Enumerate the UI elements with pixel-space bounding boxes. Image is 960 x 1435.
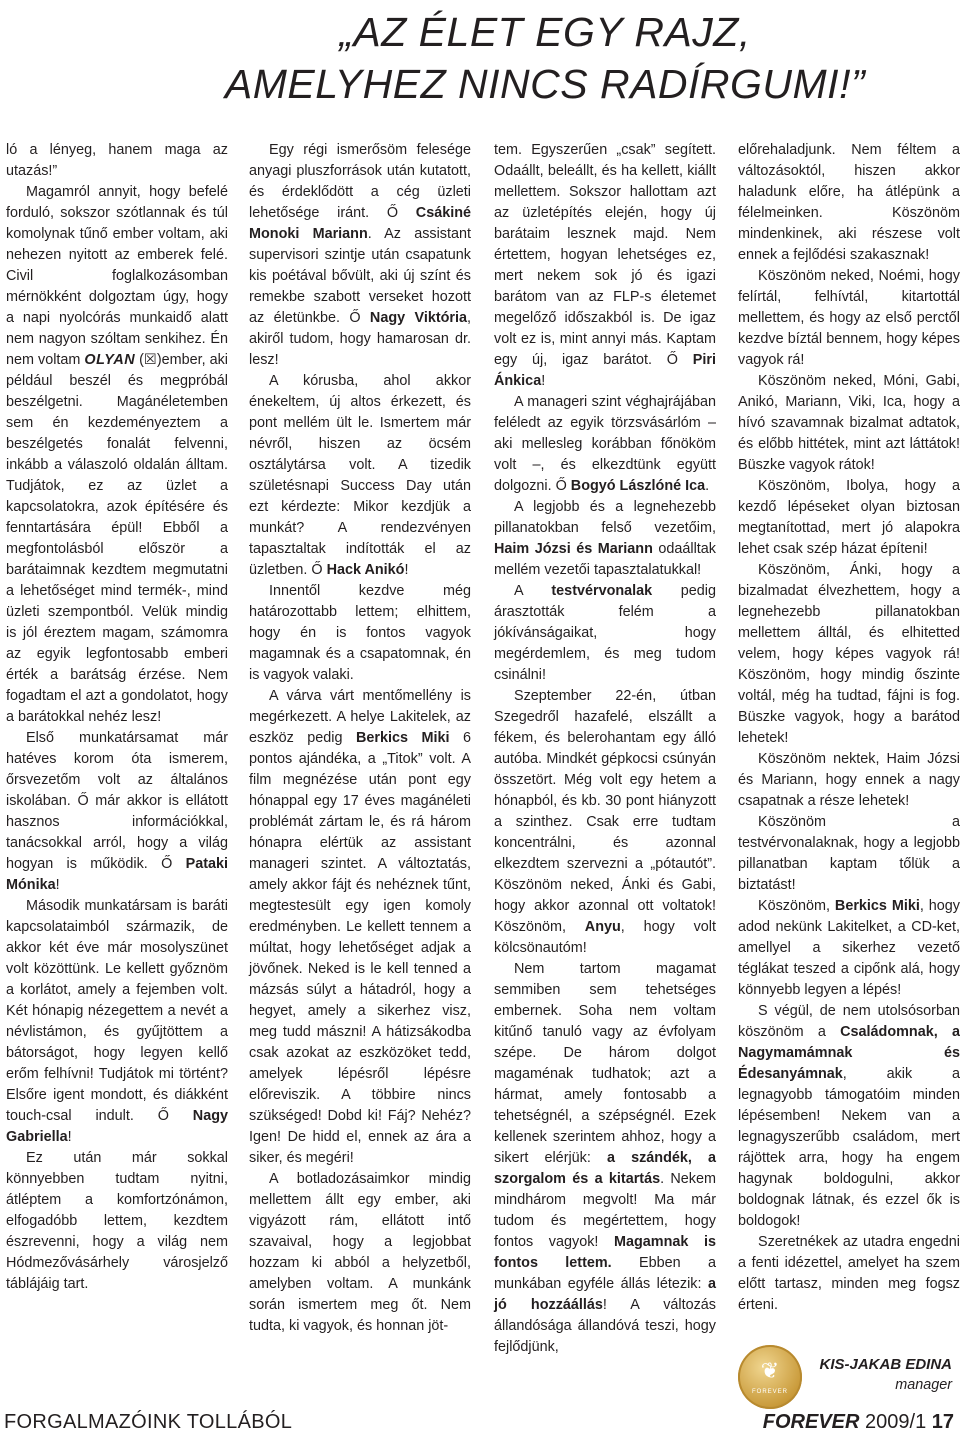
issue-number: 2009/1: [865, 1411, 927, 1433]
paragraph: Első munkatársamat már hatéves korom óta ismerem, őrsvezetőm volt az általános iskolában. Ő már akkor is ellátott hasznos információkkal, tanácsokkal arról, hogy a világ hogyan is működik. Ő Pataki Mónika!: [6, 730, 228, 893]
title-line-1: „AZ ÉLET EGY RAJZ,: [339, 9, 751, 55]
article-title: [150, 6, 940, 110]
emphasis: a jó hozzáállás: [494, 1276, 716, 1313]
bird-icon: ❦: [760, 1358, 780, 1383]
emphasis: testvérvonalak: [551, 583, 653, 599]
paragraph: Nem tartom magamat semmiben sem tehetséges embernek. Soha nem voltam kitűnő tanuló vagy az évfolyam szépe. De három dolgot magaménak tudhatok; azt a hármat, amely fontosabb a tehetségnél, a szépségnél. Ezek kellenek szerintem ahhoz, hogy a sikert elérjük: a szándék, a szorgalom és a kitartás. Nekem mindhárom megvolt! Ma már tudom és megértettem, hogy fontos vagyok! Magamnak is fontos lettem. Ebben a munkában egyféle állás létezik: a jó hozzáállás! A változás állandósága állandóvá teszi, hogy fejlődjünk,: [494, 961, 716, 1355]
paragraph: Innentől kezdve még határozottabb lettem; elhittem, hogy én is fontos vagyok magamnak és a csapatomnak, én is vagyok valaki.: [249, 583, 471, 683]
person-name: Csákiné Monoki Mariann: [249, 205, 471, 242]
paragraph: tem. Egyszerűen „csak” segített. Odaállt, beleállt, és ha kellett, kiállt mellettem. Sokszor hallottam azt az üzletépítés elején, hogy új barátaim lesznek majd. Nem értettem, hogyan lehetséges ez, mert nekem sok jó és igazi barátom van az FLP-s életemet megelőző időszakból is. De igaz volt ez is, mint annyi más. Kaptam egy új, igaz barátot. Ő Piri Ánkica!: [494, 142, 716, 389]
paragraph: Köszönöm nektek, Haim Józsi és Mariann, hogy ennek a nagy csapatnak a része lehetek!: [738, 751, 960, 809]
footer-issue: [763, 1410, 954, 1434]
paragraph: Szeretnékek az utadra engedni a fenti idézettel, amelyet ha szem előtt tartasz, minden meg fogsz érteni.: [738, 1234, 960, 1313]
paragraph: ló a lényeg, hanem maga az utazás!”: [6, 142, 228, 179]
paragraph: A kórusba, ahol akkor énekeltem, új altos érkezett, és pont mellém ült le. Ismertem már névről, hiszen az öcsém osztálytársa volt. A tizedik születésnapi Success Day után ezt kérdezte: Mikor kezdjük a munkát? A rendezvényen tapasztaltak indították el az üzletben. Ő Hack Anikó!: [249, 373, 471, 578]
title-line-2: AMELYHEZ NINCS RADÍRGUMI!”: [224, 61, 866, 107]
author-name: KIS-JAKAB EDINA: [819, 1356, 952, 1373]
emphasis-olyan: OLYAN: [84, 352, 136, 368]
person-name: Berkics Miki: [834, 898, 920, 914]
paragraph: Köszönöm, Berkics Miki, hogy adod nekünk Lakitelket, a CD-ket, amellyel a sikerhez vezető téglákat teszed a cipőnk alá, hogy könnyebb legyen a lépés!: [738, 898, 960, 998]
paragraph: A manageri szint véghajrájában feléledt az egyik törzsvásárlóm – aki mellesleg korábban főnököm volt –, és elkezdtünk együtt dolgozni. Ő Bogyó Lászlóné Ica.: [494, 394, 716, 494]
column-3: [494, 140, 716, 1358]
emphasis: Magamnak is fontos lettem.: [494, 1234, 716, 1271]
person-name: Berkics Miki: [356, 730, 450, 746]
section-label: FORGALMAZÓINK TOLLÁBÓL: [4, 1411, 293, 1433]
forever-seal-logo: [738, 1345, 802, 1409]
author-role: manager: [895, 1377, 952, 1393]
emphasis: a szándék, a szorgalom és a kitartás: [494, 1150, 716, 1187]
person-name: Bogyó Lászlóné Ica: [570, 478, 706, 494]
column-4: [738, 140, 960, 1316]
paragraph: A botladozásaimkor mindig mellettem állt egy ember, aki vigyázott rám, ellátott intő szavaival, hogy a legjobbat hozzam ki abból a helyzetből, amelyben voltam. A munkánk során ismertem meg őt. Nem tudta, ki vagyok, és honnan jöt-: [249, 1171, 471, 1334]
person-name: Pataki Mónika: [6, 856, 228, 893]
paragraph: A testvérvonalak pedig árasztották felém a jókívánságaikat, hogy megérdemlem, és meg tudom csinálni!: [494, 583, 716, 683]
paragraph: Második munkatársam is baráti kapcsolataimból származik, de akkor két éve már mosolyszünet volt közöttünk. Le kellett győznöm a korlátot, amely a fejemben volt. Két hónapig nézegettem a nevét a névlistámon, és gyűjtöttem a bátorságot, hogy legyen kellő erőm felhívni! Tudjátok mi történt? Elsőre igent mondott, és diákként touch-csal indult. Ő Nagy Gabriella!: [6, 898, 228, 1145]
paragraph: Szeptember 22-én, útban Szegedről hazafelé, elszállt a fékem, és belerohantam egy álló autóba. Mindkét gépkocsi csúnyán összetört. Még volt egy hetem a hónapból, és kb. 30 pont hiányzott a szinthez. Csak erre tudtam koncentrálni, és azonnal elkezdtem szervezni a „pótautót”. Köszönöm neked, Ánki és Gabi, hogy akkor azonnal ott voltatok! Köszönöm, Anyu, hogy volt kölcsönautóm!: [494, 688, 716, 956]
seal-label: FOREVER: [751, 1389, 788, 1395]
paragraph: Magamról annyit, hogy befelé forduló, sokszor szótlannak és túl komolynak tűnő ember voltam, aki nehezen nyitott az emberek felé. Civil foglalkozásomban mérnökként dolgoztam úgy, hogy a napi nyolcórás munkaidő alatt nem nagyon szóltam senkihez. Én nem voltam OLYAN (☒)ember, aki például beszél és megpróbál beszélgetni. Magánéletemben sem én kezdeményeztem a beszélgetés fonalát felvenni, inkább a válaszoló oldalán álltam. Tudjátok, ez az üzlet a kapcsolatokra, azok építésére és fenntartására épül! Ebből a megfontolásból először a barátaimnak kezdtem megmutatni a lehetőséget mind termék-, mind üzleti szempontból. Velük mindig is jól éreztem magam, számomra az egyik legfontosabb emberi érték a barátság érzése. Nem fogadtam el azt a gondolatot, hogy a barátokkal nehéz lesz!: [6, 184, 228, 725]
person-name: Hack Anikó: [326, 562, 405, 578]
person-name: Nagy Gabriella: [6, 1108, 228, 1145]
paragraph: Köszönöm, Ibolya, hogy a kezdő lépéseket olyan biztosan megtanítottad, mert jó alapokra lehet csak szép házat építeni!: [738, 478, 960, 557]
paragraph: S végül, de nem utolsósorban köszönöm a Családomnak, a Nagymamámnak és Édesanyámnak, akik a legnagyobb támogatóim minden lépésemben! Nekem van a legnagyszerűbb családom, mert rájöttek arra, hogy ha engem hagynak boldogulni, akkor boldognak látnak, és ezzel ők is boldogok!: [738, 1003, 960, 1229]
column-1: [6, 140, 228, 1295]
page-number: 17: [931, 1411, 954, 1433]
person-name: Anyu: [584, 919, 621, 935]
paragraph: Köszönöm a testvérvonalaknak, hogy a legjobb pillanatban kaptam tőlük a biztatást!: [738, 814, 960, 893]
emphasis: Családomnak, a Nagymamámnak és Édesanyámnak: [738, 1024, 960, 1082]
person-name: Piri Ánkica: [494, 352, 716, 389]
paragraph: A legjobb és a legnehezebb pillanatokban felső vezetőim, Haim Józsi és Mariann odaálltak mellém vezetői tapasztalatukkal!: [494, 499, 717, 578]
paragraph: Ez után már sokkal könnyebben tudtam nyitni, átléptem a komfortzónámon, elfogadóbb lettem, kezdtem észrevenni, hogy a világ nem Hódmezővásárhely városjelző táblájáig tart.: [6, 1150, 228, 1292]
paragraph: Köszönöm neked, Móni, Gabi, Anikó, Mariann, Viki, Ica, hogy a hívó szavamnak bizalmat adtatok, és előbb hittétek, mint azt láttátok! Büszke vagyok rátok!: [738, 373, 960, 473]
person-name: Nagy Viktória: [369, 310, 468, 326]
paragraph: A várva várt mentőmellény is megérkezett. A helye Lakitelek, az eszköz pedig Berkics Miki 6 pontos ajándéka, a „Titok” volt. A film megnézése után pont egy hónappal egy 17 éves magánéleti problémát zártam le, és rá három hónapra elértük az assistant manageri szintet. A változtatás, amely akkor fájt és nehéznek tűnt, megtestesült egy igen komoly eredményben. Le kellett tennem a múltat, hogy lehetőséget adjak a jövőnek. Neked is le kell tenned a mázsás súlyt a hátadról, hogy a hegyet, amely a sikerhez visz, meg tudd mászni! A hátizsákodba csak azokat az eszközöket tedd, amelyek lépésről lépésre előreviszik. A többire nincs szükséged! Dobd ki! Fáj? Nehéz? Igen! De hidd el, ennek az ára a siker, és megéri!: [249, 688, 471, 1166]
paragraph: Köszönöm neked, Noémi, hogy felírtál, felhívtál, kitartottál mellettem, és hogy az első perctől kezdve bíztál bennem, hogy képes vagyok rá!: [738, 268, 960, 368]
author-block: [819, 1355, 952, 1395]
person-name: Haim Józsi és Mariann: [494, 541, 653, 557]
column-2: [249, 140, 471, 1337]
paragraph: Köszönöm, Ánki, hogy a bizalmadat élvezhettem, hogy a legnehezebb pillanatokban mellettem álltál, és elhitetted velem, hogy képes vagyok rá! Köszönöm, hogy mindig őszinte voltál, még ha tudtad, fájni is fog. Büszke vagyok, hogy a barátod lehetek!: [738, 562, 960, 746]
paragraph: előrehaladjunk. Nem féltem a változásoktól, hiszen akkor haladunk előre, ha átlépünk a félelmeinken. Köszönöm mindenkinek, aki részese volt ennek a fejlődési szakasznak!: [738, 142, 960, 263]
magazine-name: FOREVER: [762, 1411, 860, 1433]
paragraph: Egy régi ismerősöm felesége anyagi pluszforrások után kutatott, és érdeklődött a cég üzleti lehetősége iránt. Ő Csákiné Monoki Mariann. Az assistant supervisori szintje után csapatunk kis poétával bővült, aki új színt és remekbe szabott verseket hozott az életünkbe. Ő Nagy Viktória, akiről tudom, hogy hamarosan dr. lesz!: [249, 142, 472, 368]
